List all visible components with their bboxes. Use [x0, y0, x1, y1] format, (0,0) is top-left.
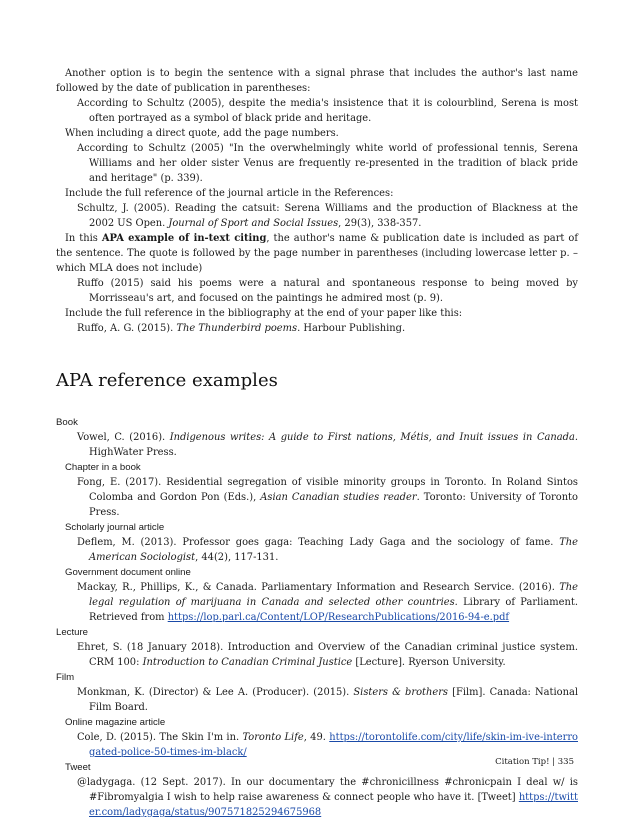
label-chapter: Chapter in a book — [65, 462, 141, 473]
paragraph-signal-phrase: Another option is to begin the sentence with a signal phrase that includes the author's last name followed by the date of publication in parentheses: — [56, 68, 578, 94]
reference-journal: Deflem, M. (2013). Professor goes gaga: Teaching Lady Gaga and the sociology of fame. The American Sociologist, 44(2), 117-131. — [77, 537, 578, 563]
example-quote-3: Ruffo (2015) said his poems were a natural and spontaneous response to being moved by Morrisseau's art, and focused on the paintings he admired most (p. 9). — [77, 278, 578, 304]
reference-lecture: Ehret, S. (18 January 2018). Introduction and Overview of the Canadian criminal justice system. CRM 100: Introduction to Canadian Criminal Justice [Lecture]. Ryerson University. — [77, 642, 578, 668]
link-torontolife[interactable]: https://torontolife.com/city/life/skin-im-ive-interrogated-police-50-times-im-black/ — [89, 732, 578, 758]
reference-schultz: Schultz, J. (2005). Reading the catsuit: Serena Williams and the production of Blackness at the 2002 US Open. Journal of Sport and Social Issues, 29(3), 338-357. — [77, 203, 578, 229]
reference-government: Mackay, R., Phillips, K., & Canada. Parliamentary Information and Research Service. (2016). The legal regulation of marijuana in Canada and selected other countries. Library of Parliament. Retrieved from https://lop.parl.ca/Content/LOP/ResearchPublications/2016-94-e.pdf — [77, 582, 578, 623]
paragraph-bibliography: Include the full reference in the bibliography at the end of your paper like this: — [65, 308, 463, 319]
reference-book: Vowel, C. (2016). Indigenous writes: A guide to First nations, Métis, and Inuit issues in Canada. HighWater Press. — [77, 432, 578, 458]
label-magazine: Online magazine article — [65, 717, 166, 728]
reference-chapter: Fong, E. (2017). Residential segregation of visible minority groups in Toronto. In Roland Sintos Colomba and Gordon Pon (Eds.), Asian Canadian studies reader. Toronto: University of Toronto Press. — [77, 477, 578, 518]
label-government: Government document online — [65, 567, 191, 578]
reference-magazine: Cole, D. (2015). The Skin I'm in. Toronto Life, 49. https://torontolife.com/city/life/skin-im-ive-interrogated-police-50-times-im-black/ — [77, 732, 578, 758]
page-footer: Citation Tip! | 335 — [495, 757, 574, 767]
paragraph-direct-quote: When including a direct quote, add the page numbers. — [65, 128, 339, 139]
page-content — [56, 66, 578, 820]
example-quote-1: According to Schultz (2005), despite the media's insistence that it is colourblind, Serena is most often portrayed as a symbol of black pride and heritage. — [77, 98, 578, 124]
link-lop[interactable]: https://lop.parl.ca/Content/LOP/ResearchPublications/2016-94-e.pdf — [167, 612, 510, 623]
label-lecture: Lecture — [56, 627, 88, 638]
paragraph-apa-example: In this APA example of in-text citing, the author's name & publication date is included as part of the sentence. The quote is followed by the page number in parentheses (including lowercase letter p. – which MLA does not include) — [56, 233, 578, 274]
label-book: Book — [56, 417, 78, 428]
paragraph-full-reference: Include the full reference of the journal article in the References: — [65, 188, 394, 199]
link-twitter[interactable]: https://twitter.com/ladygaga/status/907571825294675968 — [89, 792, 578, 818]
reference-tweet: @ladygaga. (12 Sept. 2017). In our documentary the #chronicillness #chronicpain I deal w/ is #Fibromyalgia I wish to help raise awareness & connect people who have it. [Tweet] https://twitter.com/ladygaga/status/907571825294675968 — [77, 777, 578, 818]
label-film: Film — [56, 672, 75, 683]
label-journal: Scholarly journal article — [65, 522, 165, 533]
label-tweet: Tweet — [65, 762, 91, 773]
reference-ruffo: Ruffo, A. G. (2015). The Thunderbird poems. Harbour Publishing. — [77, 323, 406, 334]
example-quote-2: According to Schultz (2005) "In the overwhelmingly white world of professional tennis, Serena Williams and her older sister Venus are frequently re-presented in the tradition of black pride and heritage" (p. 339). — [77, 143, 578, 184]
section-heading: APA reference examples — [56, 370, 278, 391]
reference-film: Monkman, K. (Director) & Lee A. (Producer). (2015). Sisters & brothers [Film]. Canada: National Film Board. — [77, 687, 578, 713]
